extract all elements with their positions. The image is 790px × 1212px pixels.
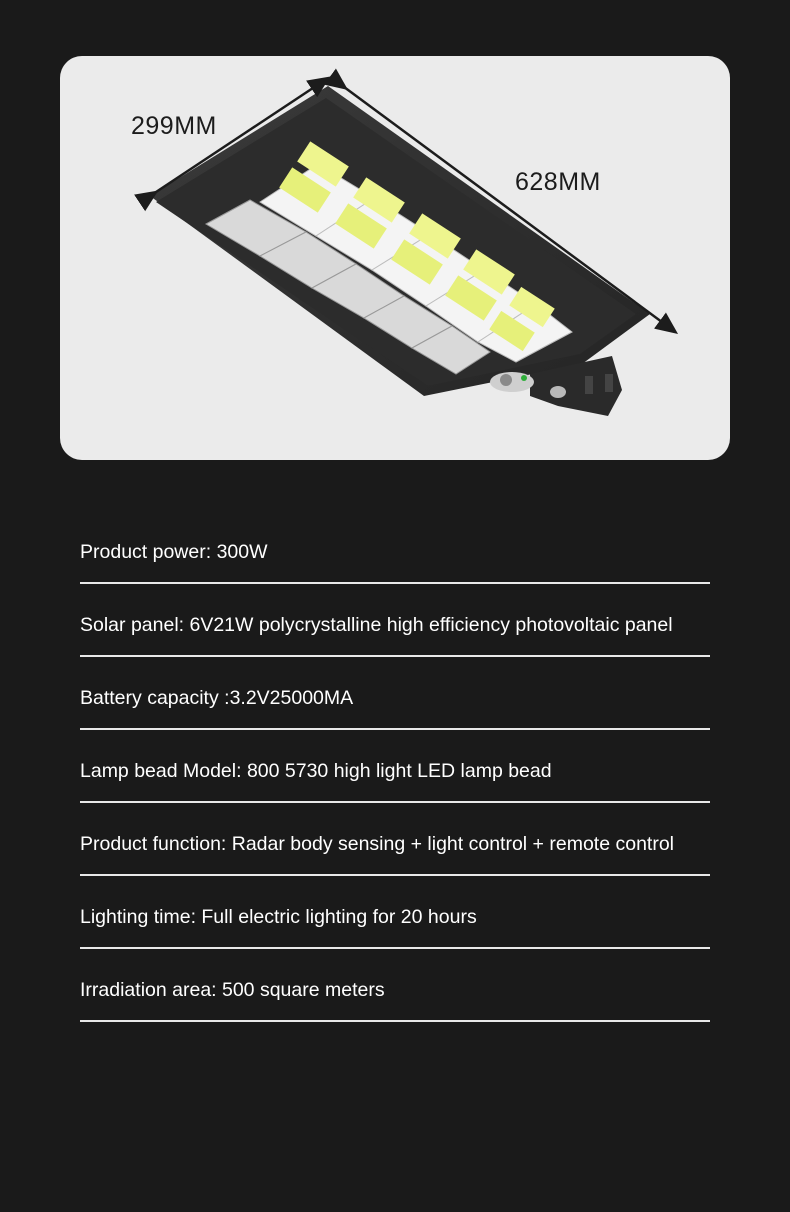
spec-item-solar-panel [80,595,730,668]
length-dimension-label: 628MM [515,168,601,196]
width-dimension-label: 299MM [131,112,217,140]
spec-divider [80,874,710,876]
spec-divider [80,582,710,584]
spec-text: Irradiation area: 500 square meters [80,979,385,1001]
spec-item-function [80,814,730,887]
spec-item-lamp-bead [80,741,730,814]
spec-divider [80,655,710,657]
spec-divider [80,728,710,730]
product-image-card [60,56,730,460]
spec-divider [80,801,710,803]
radar-sensor [490,372,534,392]
spec-text: Solar panel: 6V21W polycrystalline high efficiency photovoltaic panel [80,614,673,636]
spec-text: Lighting time: Full electric lighting for 20 hours [80,906,477,928]
spec-list [80,522,730,1033]
spec-item-irradiation-area [80,960,730,1033]
spec-divider [80,947,710,949]
spec-text: Product function: Radar body sensing + light control + remote control [80,833,674,855]
spec-divider [80,1020,710,1022]
spec-text: Product power: 300W [80,541,268,563]
spec-item-lighting-time [80,887,730,960]
spec-text: Lamp bead Model: 800 5730 high light LED lamp bead [80,760,552,782]
spec-item-battery [80,668,730,741]
spec-item-power [80,522,730,595]
spec-text: Battery capacity :3.2V25000MA [80,687,354,709]
